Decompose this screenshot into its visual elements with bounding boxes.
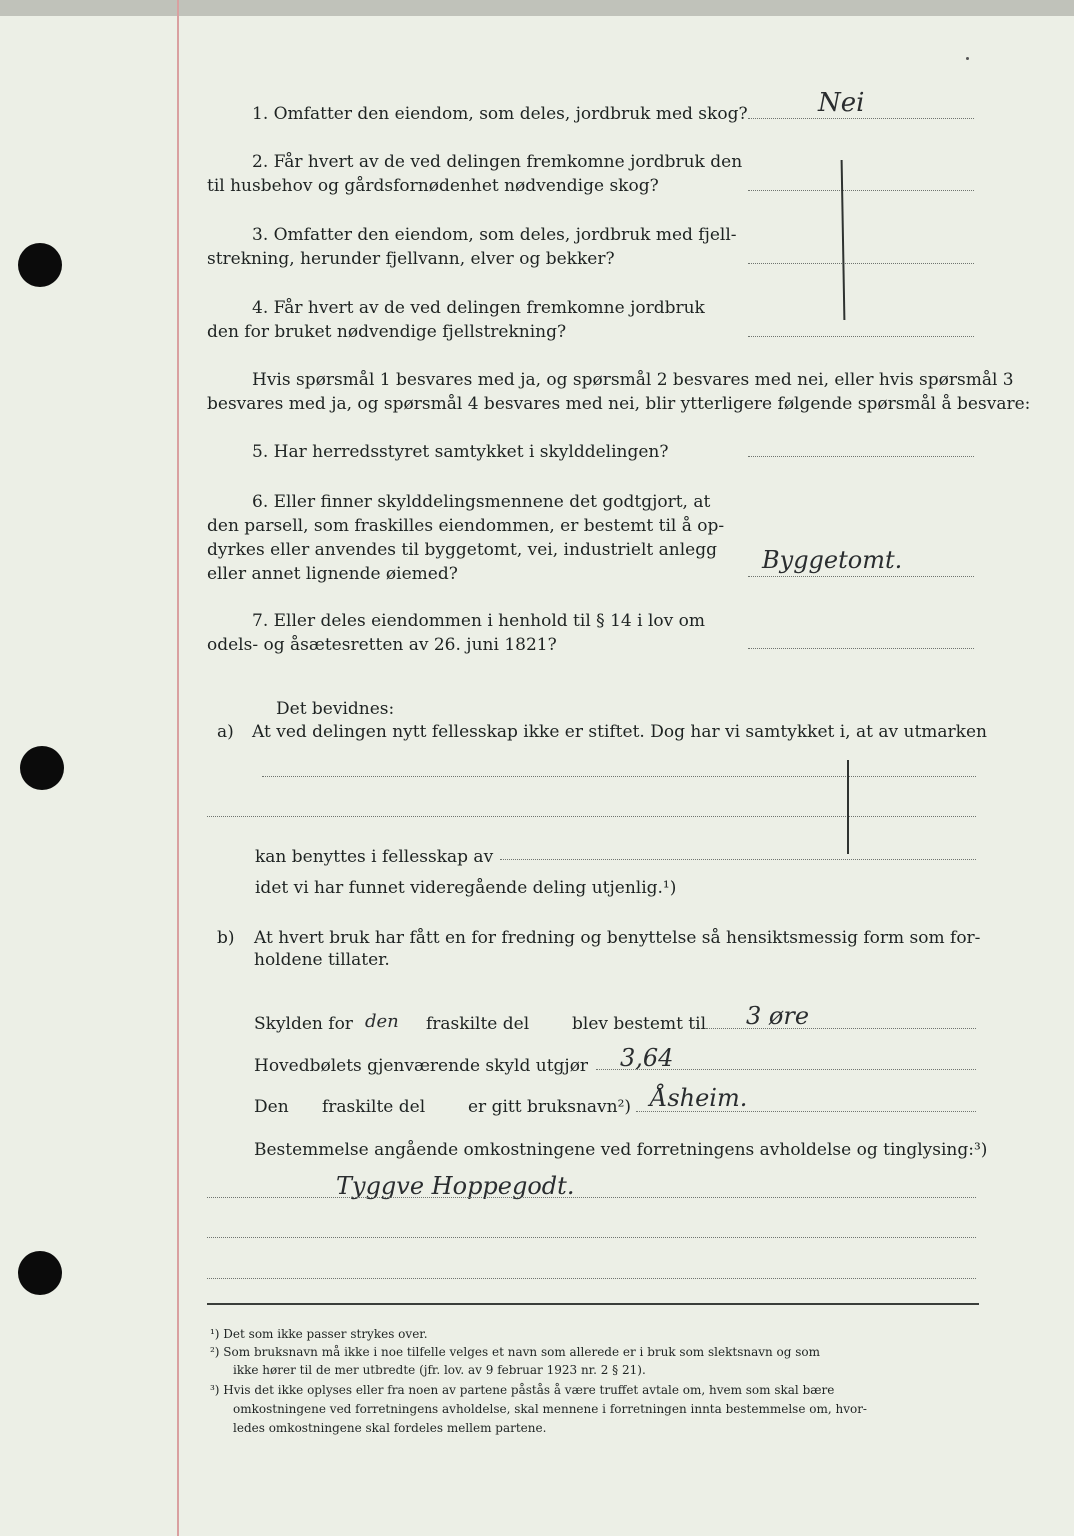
certification-a-common: kan benyttes i fellesskap av: [255, 847, 494, 867]
bestemmelse-value: Tyggve Hoppegodt.: [336, 1172, 575, 1200]
red-margin-line: [177, 0, 179, 1536]
question-2-line2: til husbehov og gårdsfornødenhet nødvendige skog?: [207, 176, 659, 196]
certification-a-common-line: [500, 859, 976, 860]
footnote-3-line2: omkostningene ved forretningens avholdelse, skal mennene i forretningen innta bestemmelse om, hvor-: [233, 1402, 867, 1416]
certification-b-line1: At hvert bruk har fått en for fredning og benyttelse så hensiktsmessig form som for-: [254, 928, 981, 948]
skyld-den-handwritten: den: [365, 1011, 399, 1032]
certification-a-reason: idet vi har funnet videregående deling utjenlig.¹): [255, 878, 677, 898]
hovedbol-label: Hovedbølets gjenværende skyld utgjør: [254, 1056, 589, 1076]
bestemmelse-line2: [207, 1237, 976, 1238]
certification-b-line2: holdene tillater.: [254, 950, 390, 970]
question-6-answer-line: [748, 576, 974, 577]
question-6-line3: dyrkes eller anvendes til byggetomt, vei, industrielt anlegg: [207, 540, 717, 560]
question-3-line2: strekning, herunder fjellvann, elver og bekker?: [207, 249, 615, 269]
footnote-2-line2: ikke hører til de mer utbredte (jfr. lov. av 9 februar 1923 nr. 2 § 21).: [233, 1363, 646, 1377]
question-5-text: 5. Har herredsstyret samtykket i skylddelingen?: [252, 442, 669, 462]
question-5-answer-line: [748, 456, 974, 457]
footnote-rule: [207, 1303, 979, 1305]
skyld-mid: fraskilte del: [426, 1014, 530, 1034]
handwritten-stroke-a: [847, 760, 849, 854]
question-1-text: 1. Omfatter den eiendom, som deles, jordbruk med skog?: [252, 104, 748, 124]
footnote-3-line3: ledes omkostningene skal fordeles mellem partene.: [233, 1421, 547, 1435]
binder-hole-bottom: [18, 1251, 62, 1295]
question-2-answer-line: [748, 190, 974, 191]
bruksnavn-suffix: er gitt bruksnavn²): [468, 1097, 632, 1117]
skyld-suffix: blev bestemt til: [572, 1014, 707, 1034]
footnote-3-line1: ³) Hvis det ikke oplyses eller fra noen av partene påstås å være truffet avtale om, hvem som skal bære: [210, 1383, 835, 1397]
bruksnavn-value: Åsheim.: [650, 1084, 748, 1112]
bestemmelse-label: Bestemmelse angående omkostningene ved forretningens avholdelse og tinglysing:³): [254, 1140, 988, 1160]
question-1-answer: Nei: [818, 88, 865, 118]
footnote-2-line1: ²) Som bruksnavn må ikke i noe tilfelle velges et navn som allerede er i bruk som slektsnavn og som: [210, 1345, 821, 1359]
bestemmelse-line3: [207, 1278, 976, 1279]
scan-top-edge: [0, 0, 1074, 16]
question-6-answer: Byggetomt.: [762, 546, 903, 574]
question-4-answer-line: [748, 336, 974, 337]
skyld-prefix: Skylden for: [254, 1014, 353, 1034]
binder-hole-middle: [20, 746, 64, 790]
question-3-answer-line: [748, 263, 974, 264]
scan-speck: [966, 57, 969, 60]
footnote-1: ¹) Det som ikke passer strykes over.: [210, 1327, 428, 1341]
certification-heading: Det bevidnes:: [276, 699, 395, 719]
question-7-line2: odels- og åsætesretten av 26. juni 1821?: [207, 635, 557, 655]
question-6-line4: eller annet lignende øiemed?: [207, 564, 458, 584]
bruksnavn-mid: fraskilte del: [322, 1097, 426, 1117]
question-7-line1: 7. Eller deles eiendommen i henhold til § 14 i lov om: [252, 611, 705, 631]
hovedbol-value: 3,64: [620, 1044, 674, 1072]
question-4-line2: den for bruket nødvendige fjellstrekning?: [207, 322, 567, 342]
certification-b-label: b): [217, 928, 235, 948]
certification-a-label: a): [217, 722, 234, 742]
question-3-line1: 3. Omfatter den eiendom, som deles, jordbruk med fjell-: [252, 225, 737, 245]
bestemmelse-line1: [207, 1197, 976, 1198]
question-6-line1: 6. Eller finner skylddelingsmennene det godtgjort, at: [252, 492, 711, 512]
question-6-line2: den parsell, som fraskilles eiendommen, er bestemt til å op-: [207, 516, 725, 536]
skyld-value: 3 øre: [746, 1002, 810, 1030]
certification-a-blank-line1: [262, 776, 976, 777]
conditional-line1: Hvis spørsmål 1 besvares med ja, og spørsmål 2 besvares med nei, eller hvis spørsmål 3: [252, 370, 1014, 390]
conditional-line2: besvares med ja, og spørsmål 4 besvares med nei, blir ytterligere følgende spørsmål å besvare:: [207, 394, 1031, 414]
question-4-line1: 4. Får hvert av de ved delingen fremkomne jordbruk: [252, 298, 705, 318]
bruksnavn-prefix: Den: [254, 1097, 289, 1117]
certification-a-text: At ved delingen nytt fellesskap ikke er stiftet. Dog har vi samtykket i, at av utmarken: [252, 722, 987, 742]
question-7-answer-line: [748, 648, 974, 649]
binder-hole-top: [18, 243, 62, 287]
question-1-answer-line: [748, 118, 974, 119]
certification-a-blank-line2: [207, 816, 976, 817]
handwritten-stroke-q2-q4: [841, 160, 846, 320]
question-2-line1: 2. Får hvert av de ved delingen fremkomne jordbruk den: [252, 152, 743, 172]
